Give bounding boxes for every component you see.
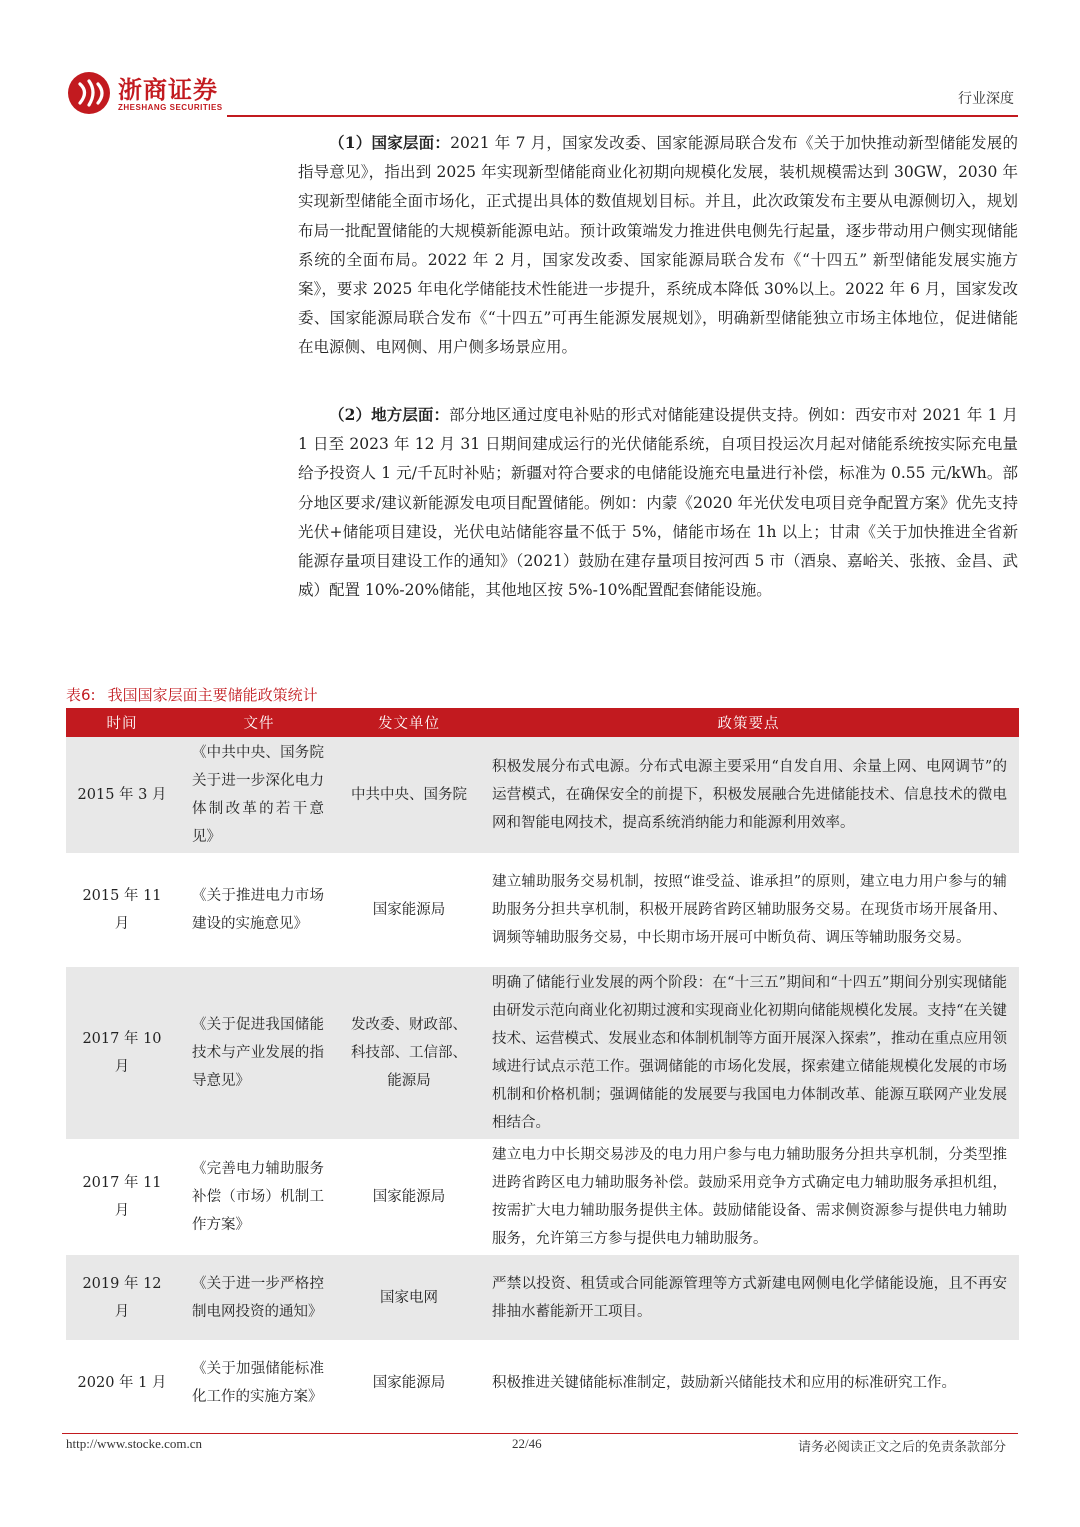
cell-document: 《关于进一步严格控制电网投资的通知》 [178,1255,340,1340]
table-header-row [66,708,1019,737]
cell-issuer: 国家能源局 [340,853,478,967]
cell-time: 2019 年 12 月 [66,1255,178,1340]
cell-document: 《关于加强储能标准化工作的实施方案》 [178,1340,340,1426]
table-caption [66,684,318,705]
cell-issuer: 国家电网 [340,1255,478,1340]
paragraph-national [298,128,1018,363]
column-header-time: 时间 [66,708,178,737]
cell-document: 《关于促进我国储能技术与产业发展的指导意见》 [178,967,340,1139]
paragraph-local [298,400,1018,605]
paragraph-lead: （1）国家层面： [329,133,451,152]
header-divider [227,115,1018,117]
cell-policy-points: 明确了储能行业发展的两个阶段：在“十三五”期间和“十四五”期间分别实现储能由研发示范向商业化初期过渡和实现商业化初期向储能规模化发展。支持“在关键技术、运营模式、发展业态和体制机制等方面开展深入探索”，推动在重点应用领域进行试点示范工作。强调储能的市场化发展，探索建立储能规模化发展的市场机制和价格机制；强调储能的发展要与我国电力体制改革、能源互联网产业发展相结合。 [478,967,1019,1139]
page-number: 22/46 [512,1436,542,1451]
column-header-issuer: 发文单位 [340,708,478,737]
cell-policy-points: 积极发展分布式电源。分布式电源主要采用“自发自用、余量上网、电网调节”的运营模式，在确保安全的前提下，积极发展融合先进储能技术、信息技术的微电网和智能电网技术，提高系统消纳能力和能源利用效率。 [478,737,1019,853]
cell-document: 《关于推进电力市场建设的实施意见》 [178,853,340,967]
cell-time: 2015 年 11 月 [66,853,178,967]
cell-policy-points: 建立辅助服务交易机制，按照“谁受益、谁承担”的原则，建立电力用户参与的辅助服务分担共享机制，积极开展跨省跨区辅助服务交易。在现货市场开展备用、调频等辅助服务交易，中长期市场开展可中断负荷、调压等辅助服务交易。 [478,853,1019,967]
table-row [66,853,1019,967]
cell-policy-points: 建立电力中长期交易涉及的电力用户参与电力辅助服务分担共享机制，分类型推进跨省跨区电力辅助服务补偿。鼓励采用竞争方式确定电力辅助服务承担机组，按需扩大电力辅助服务提供主体。鼓励储能设备、需求侧资源参与提供电力辅助服务，允许第三方参与提供电力辅助服务。 [478,1139,1019,1255]
cell-time: 2017 年 10 月 [66,967,178,1139]
brand-name-en: ZHESHANG SECURITIES [118,103,223,112]
cell-issuer: 国家能源局 [340,1139,478,1255]
zheshang-logo-icon [66,70,112,116]
cell-time: 2015 年 3 月 [66,737,178,853]
paragraph-text: 2021 年 7 月，国家发改委、国家能源局联合发布《关于加快推动新型储能发展的指导意见》，指出到 2025 年实现新型储能商业化初期向规模化发展，装机规模需达到 30GW，2030 年实现新型储能全面市场化，正式提出具体的数值规划目标。并且，此次政策发布主要从电源侧切入，规划布局一批配置储能的大规模新能源电站。预计政策端发力推进供电侧先行起量，逐步带动用户侧实现储能系统的全面布局。2022 年 2 月，国家发改委、国家能源局联合发布《“十四五” 新型储能发展实施方案》，要求 2025 年电化学储能技术性能进一步提升，系统成本降低 30%以上。2022 年 6 月，国家发改委、国家能源局联合发布《“十四五”可再生能源发展规划》，明确新型储能独立市场主体地位，促进储能在电源侧、电网侧、用户侧多场景应用。 [298,134,1018,357]
cell-policy-points: 积极推进关键储能标准制定，鼓励新兴储能技术和应用的标准研究工作。 [478,1340,1019,1426]
table-number: 表6: [66,686,96,704]
table-row [66,737,1019,853]
paragraph-text: 部分地区通过度电补贴的形式对储能建设提供支持。例如：西安市对 2021 年 1 月 1 日至 2023 年 12 月 31 日期间建成运行的光伏储能系统，自项目投运次月起对储能系统按实际充电量给予投资人 1 元/千瓦时补贴；新疆对符合要求的电储能设施充电量进行补偿，标准为 0.55 元/kWh。部分地区要求/建议新能源发电项目配置储能。例如：内蒙《2020 年光伏发电项目竞争配置方案》优先支持光伏+储能项目建设，光伏电站储能容量不低于 5%，储能市场在 1h 以上；甘肃《关于加快推进全省新能源存量项目建设工作的通知》（2021）鼓励在建存量项目按河西 5 市（酒泉、嘉峪关、张掖、金昌、武威）配置 10%-20%储能，其他地区按 5%-10%配置配套储能设施。 [298,406,1018,600]
document-type-label: 行业深度 [958,91,1014,107]
cell-issuer: 中共中央、国务院 [340,737,478,853]
cell-document: 《完善电力辅助服务补偿（市场）机制工作方案》 [178,1139,340,1255]
cell-document: 《中共中央、国务院关于进一步深化电力体制改革的若干意见》 [178,737,340,853]
page-header [0,0,1080,125]
policy-table [66,708,1019,1426]
table-title: 我国国家层面主要储能政策统计 [107,686,318,704]
footer-disclaimer: 请务必阅读正文之后的免责条款部分 [797,1440,1006,1455]
cell-time: 2020 年 1 月 [66,1340,178,1426]
cell-issuer: 发改委、财政部、科技部、工信部、能源局 [340,967,478,1139]
cell-time: 2017 年 11 月 [66,1139,178,1255]
table-row [66,1340,1019,1426]
cell-policy-points: 严禁以投资、租赁或合同能源管理等方式新建电网侧电化学储能设施，且不再安排抽水蓄能新开工项目。 [478,1255,1019,1340]
footer-divider [62,1433,1018,1434]
cell-issuer: 国家能源局 [340,1340,478,1426]
table-row [66,1255,1019,1340]
column-header-policy-points: 政策要点 [478,708,1019,737]
brand-name: 浙商证券 [118,76,218,104]
column-header-document: 文件 [178,708,340,737]
footer-url-link[interactable]: http://www.stocke.com.cn [66,1436,202,1451]
table-row [66,1139,1019,1255]
table-row [66,967,1019,1139]
paragraph-lead: （2）地方层面： [329,405,450,424]
